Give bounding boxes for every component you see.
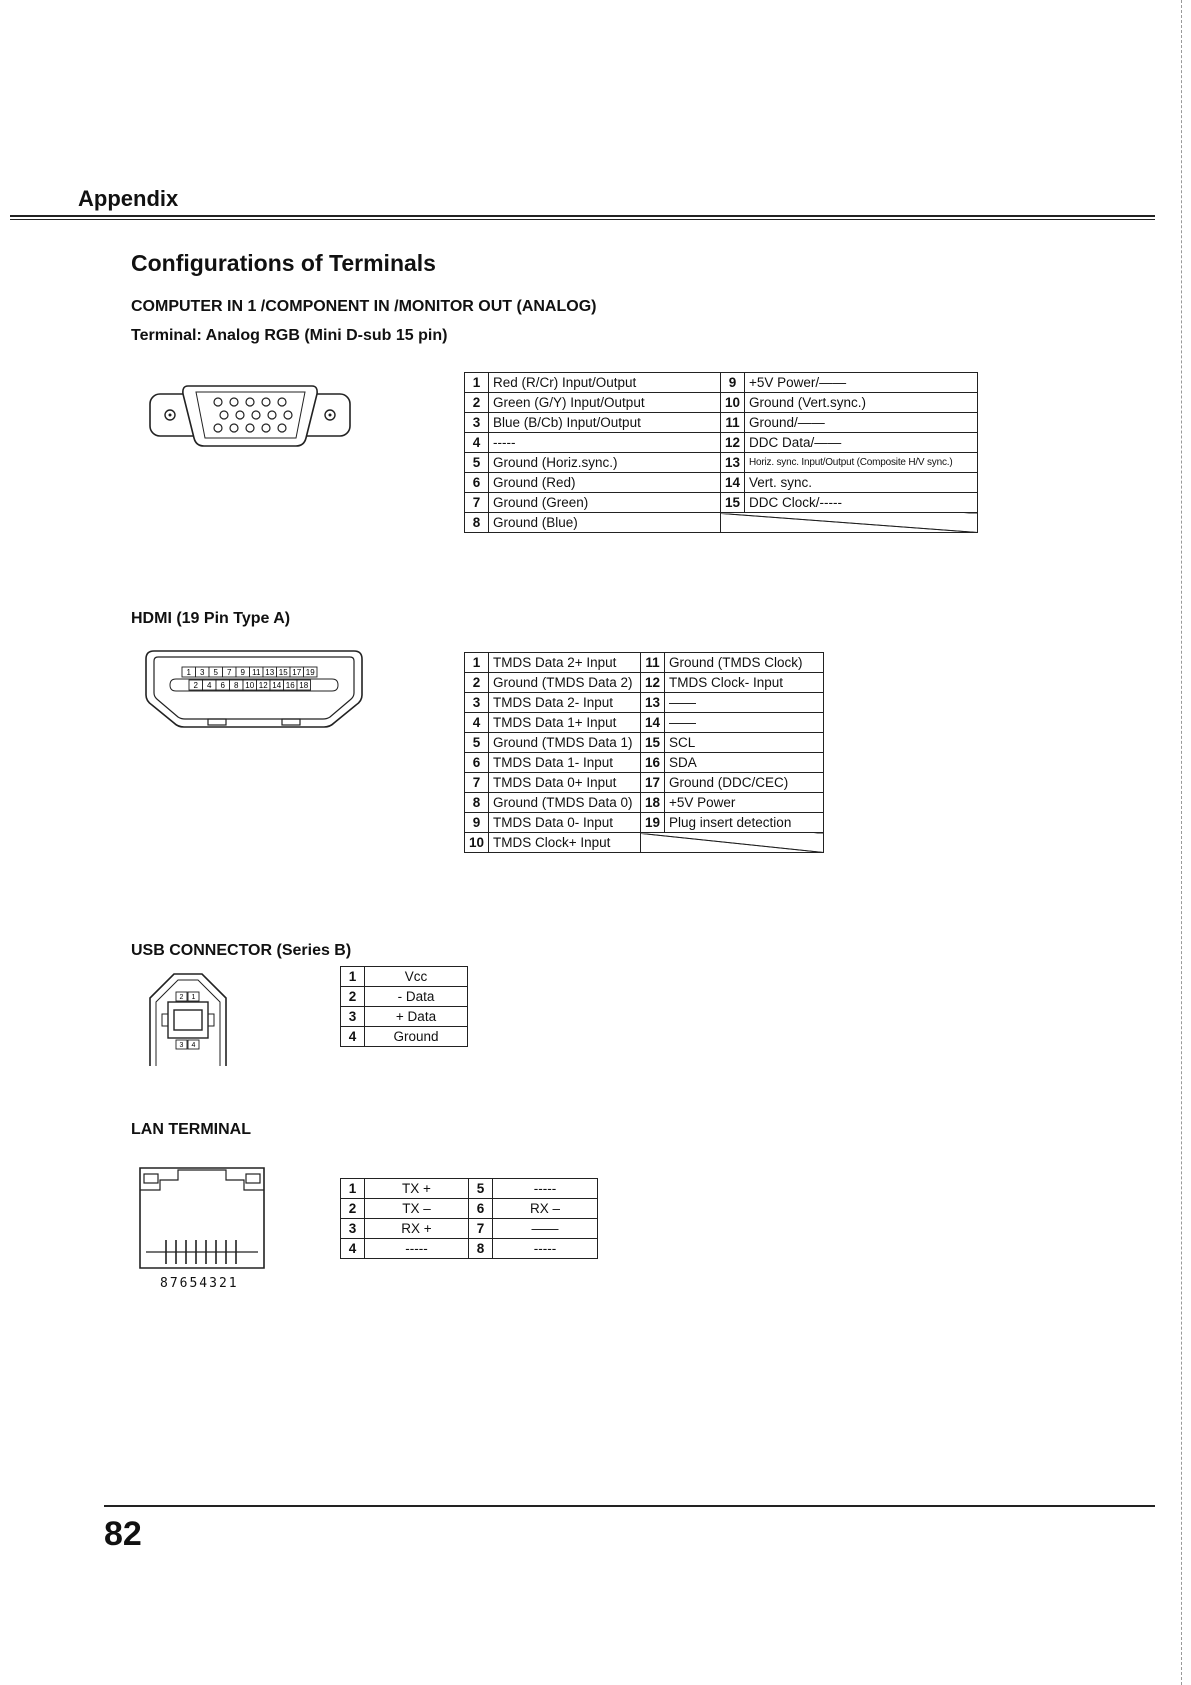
hdmi-connector-icon <box>144 649 364 733</box>
pin-description: —— <box>665 693 824 713</box>
pin-description: Ground (TMDS Data 0) <box>489 793 641 813</box>
table-row <box>465 453 978 473</box>
page-title: Configurations of Terminals <box>131 250 436 276</box>
usb-b-connector-icon <box>148 972 228 1068</box>
header-rule <box>10 215 1155 220</box>
pin-description: ----- <box>493 1239 598 1259</box>
pin-number: 11 <box>641 653 665 673</box>
pin-description: Ground (Horiz.sync.) <box>489 453 721 473</box>
table-row <box>341 1199 598 1219</box>
table-row <box>341 987 468 1007</box>
table-row <box>341 967 468 987</box>
empty-cell <box>641 833 824 853</box>
pin-description: +5V Power/—— <box>745 373 978 393</box>
hdmi-pin-label: 8 <box>234 681 239 690</box>
hdmi-pin-label: 9 <box>240 668 245 677</box>
table-row <box>465 393 978 413</box>
pin-description: ----- <box>365 1239 469 1259</box>
table-row <box>341 1239 598 1259</box>
table-row <box>465 433 978 453</box>
hdmi-pin-label: 19 <box>305 668 315 677</box>
hdmi-pin-label: 17 <box>292 668 302 677</box>
pin-description: Ground (TMDS Data 2) <box>489 673 641 693</box>
hdmi-pin-label: 1 <box>186 668 191 677</box>
pin-description: Vert. sync. <box>745 473 978 493</box>
pin-description: TX – <box>365 1199 469 1219</box>
pin-number: 5 <box>465 733 489 753</box>
pin-description: SDA <box>665 753 824 773</box>
pin-description: TMDS Clock+ Input <box>489 833 641 853</box>
hdmi-heading: HDMI (19 Pin Type A) <box>131 610 291 627</box>
usb-heading: USB CONNECTOR (Series B) <box>131 942 352 959</box>
pin-description: Plug insert detection <box>665 813 824 833</box>
pin-number: 8 <box>465 513 489 533</box>
pin-description: Ground (Blue) <box>489 513 721 533</box>
pin-description: Ground (Red) <box>489 473 721 493</box>
pin-description: TMDS Data 1+ Input <box>489 713 641 733</box>
pin-number: 4 <box>465 433 489 453</box>
pin-description: SCL <box>665 733 824 753</box>
pin-description: Ground <box>365 1027 468 1047</box>
pin-description: TX + <box>365 1179 469 1199</box>
pin-number: 7 <box>469 1219 493 1239</box>
pin-number: 8 <box>469 1239 493 1259</box>
table-row <box>341 1007 468 1027</box>
pin-number: 17 <box>641 773 665 793</box>
hdmi-pin-table <box>464 652 824 853</box>
pin-number: 15 <box>641 733 665 753</box>
pin-description: TMDS Data 0+ Input <box>489 773 641 793</box>
empty-cell <box>721 513 978 533</box>
hdmi-pin-label: 3 <box>200 668 205 677</box>
table-row <box>465 813 824 833</box>
pin-description: Horiz. sync. Input/Output (Composite H/V sync.) <box>745 453 978 473</box>
pin-number: 5 <box>465 453 489 473</box>
table-row <box>465 753 824 773</box>
pin-number: 10 <box>465 833 489 853</box>
pin-description: Red (R/Cr) Input/Output <box>489 373 721 393</box>
table-row <box>341 1179 598 1199</box>
pin-number: 7 <box>465 493 489 513</box>
table-row <box>465 673 824 693</box>
pin-description: TMDS Data 1- Input <box>489 753 641 773</box>
pin-number: 9 <box>465 813 489 833</box>
pin-number: 1 <box>341 1179 365 1199</box>
pin-number: 2 <box>341 987 365 1007</box>
table-row <box>465 713 824 733</box>
hdmi-pin-label: 6 <box>220 681 225 690</box>
lan-heading: LAN TERMINAL <box>131 1121 251 1138</box>
table-row <box>465 653 824 673</box>
page-edge-line <box>1181 0 1182 1685</box>
pin-number: 5 <box>469 1179 493 1199</box>
table-row <box>465 693 824 713</box>
pin-number: 7 <box>465 773 489 793</box>
hdmi-pin-label: 2 <box>193 681 198 690</box>
appendix-header: Appendix <box>78 186 179 211</box>
pin-number: 2 <box>465 673 489 693</box>
usb-pin-label: 3 <box>179 1042 184 1049</box>
table-row <box>465 473 978 493</box>
lan-pin-table <box>340 1178 598 1259</box>
pin-number: 15 <box>721 493 745 513</box>
hdmi-pin-label: 12 <box>258 681 268 690</box>
usb-pin-label: 1 <box>191 994 196 1001</box>
pin-number: 3 <box>465 693 489 713</box>
pin-number: 2 <box>465 393 489 413</box>
pin-description: RX + <box>365 1219 469 1239</box>
pin-number: 11 <box>721 413 745 433</box>
table-row <box>465 773 824 793</box>
pin-number: 6 <box>469 1199 493 1219</box>
pin-number: 9 <box>721 373 745 393</box>
pin-description: +5V Power <box>665 793 824 813</box>
pin-description: RX – <box>493 1199 598 1219</box>
pin-number: 16 <box>641 753 665 773</box>
usb-pin-label: 2 <box>179 994 184 1001</box>
table-row <box>465 373 978 393</box>
pin-number: 4 <box>341 1239 365 1259</box>
analog-heading: COMPUTER IN 1 /COMPONENT IN /MONITOR OUT (ANALOG) <box>131 298 597 315</box>
analog-pin-table <box>464 372 978 533</box>
pin-description: —— <box>665 713 824 733</box>
pin-description: TMDS Data 2- Input <box>489 693 641 713</box>
pin-number: 3 <box>341 1007 365 1027</box>
pin-description: + Data <box>365 1007 468 1027</box>
pin-description: —— <box>493 1219 598 1239</box>
usb-pin-label: 4 <box>191 1042 196 1049</box>
pin-description: DDC Data/—— <box>745 433 978 453</box>
table-row <box>465 413 978 433</box>
hdmi-pin-label: 7 <box>227 668 232 677</box>
hdmi-pin-label: 5 <box>213 668 218 677</box>
analog-terminal-label: Terminal: Analog RGB (Mini D-sub 15 pin) <box>131 327 448 344</box>
hdmi-pin-label: 15 <box>278 668 288 677</box>
pin-description: Blue (B/Cb) Input/Output <box>489 413 721 433</box>
pin-number: 14 <box>721 473 745 493</box>
pin-number: 19 <box>641 813 665 833</box>
hdmi-pin-label: 18 <box>299 681 309 690</box>
usb-pin-table <box>340 966 468 1047</box>
pin-description: DDC Clock/----- <box>745 493 978 513</box>
hdmi-pin-label: 14 <box>272 681 282 690</box>
pin-number: 14 <box>641 713 665 733</box>
pin-description: - Data <box>365 987 468 1007</box>
table-row <box>341 1219 598 1239</box>
pin-description: Ground (Vert.sync.) <box>745 393 978 413</box>
pin-description: Ground (Green) <box>489 493 721 513</box>
hdmi-pin-label: 11 <box>252 668 261 677</box>
pin-number: 1 <box>465 373 489 393</box>
footer-rule <box>104 1505 1155 1507</box>
pin-description: TMDS Clock- Input <box>665 673 824 693</box>
pin-number: 4 <box>341 1027 365 1047</box>
pin-number: 12 <box>721 433 745 453</box>
dsub15-connector-icon <box>148 380 353 452</box>
table-row <box>465 733 824 753</box>
pin-description: TMDS Data 2+ Input <box>489 653 641 673</box>
pin-number: 4 <box>465 713 489 733</box>
pin-number: 10 <box>721 393 745 413</box>
pin-number: 6 <box>465 753 489 773</box>
pin-number: 6 <box>465 473 489 493</box>
lan-pin-order: 87654321 <box>160 1276 239 1291</box>
pin-description: Vcc <box>365 967 468 987</box>
pin-description: ----- <box>493 1179 598 1199</box>
pin-description: Ground (TMDS Clock) <box>665 653 824 673</box>
rj45-connector-icon <box>138 1166 266 1270</box>
pin-number: 1 <box>465 653 489 673</box>
pin-number: 12 <box>641 673 665 693</box>
table-row <box>465 513 978 533</box>
pin-number: 2 <box>341 1199 365 1219</box>
pin-number: 3 <box>341 1219 365 1239</box>
pin-number: 3 <box>465 413 489 433</box>
hdmi-pin-label: 13 <box>265 668 275 677</box>
pin-number: 13 <box>641 693 665 713</box>
pin-description: ----- <box>489 433 721 453</box>
pin-description: Green (G/Y) Input/Output <box>489 393 721 413</box>
pin-description: TMDS Data 0- Input <box>489 813 641 833</box>
table-row <box>465 833 824 853</box>
table-row <box>341 1027 468 1047</box>
page-number: 82 <box>104 1515 142 1553</box>
pin-description: Ground (TMDS Data 1) <box>489 733 641 753</box>
pin-number: 18 <box>641 793 665 813</box>
table-row <box>465 793 824 813</box>
pin-description: Ground (DDC/CEC) <box>665 773 824 793</box>
pin-number: 8 <box>465 793 489 813</box>
hdmi-pin-label: 16 <box>285 681 295 690</box>
pin-number: 13 <box>721 453 745 473</box>
table-row <box>465 493 978 513</box>
pin-number: 1 <box>341 967 365 987</box>
hdmi-pin-label: 10 <box>245 681 255 690</box>
hdmi-pin-label: 4 <box>207 681 212 690</box>
pin-description: Ground/—— <box>745 413 978 433</box>
